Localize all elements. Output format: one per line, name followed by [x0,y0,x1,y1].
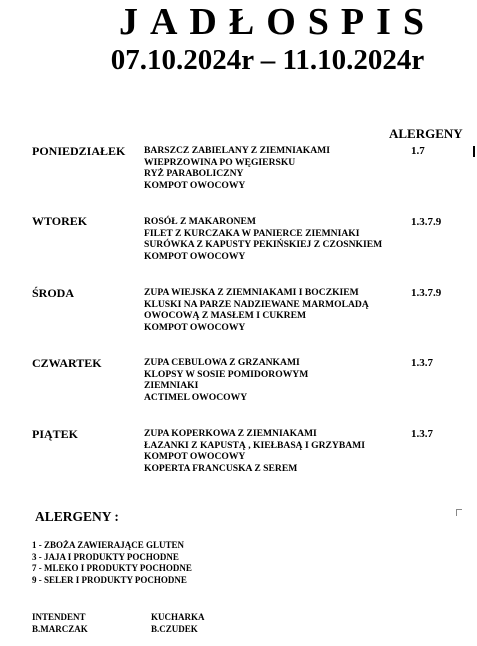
meal-item: KOMPOT OWOCOWY [144,451,246,463]
legend-item: 9 - SELER I PRODUKTY POCHODNE [32,574,187,585]
meals-friday [144,428,365,474]
allergens-friday: 1.3.7 [411,428,433,440]
meal-item: KOMPOT OWOCOWY [144,250,246,262]
meal-item: KOPERTA FRANCUSKA Z SEREM [144,462,298,474]
signature-name: B.CZUDEK [151,623,198,634]
meal-item: BARSZCZ ZABIELANY Z ZIEMNIAKAMI [144,145,330,156]
meals-tuesday [144,216,382,262]
table-edge-mark [473,146,475,157]
meal-item: KOMPOT OWOCOWY [144,179,246,191]
meals-thursday [144,357,308,403]
meals-monday [144,145,330,191]
meal-item: ZUPA WIEJSKA Z ZIEMNIAKAMI I BOCZKIEM [144,287,359,298]
allergen-legend [32,540,192,586]
day-wednesday: ŚRODA [32,286,75,300]
meal-item: FILET Z KURCZAKA W PANIERCE ZIEMNIAKI [144,227,360,239]
allergens-tuesday: 1.3.7.9 [411,216,442,228]
meal-item: ZUPA KOPERKOWA Z ZIEMNIAKAMI [144,428,317,439]
meals-wednesday [144,287,369,333]
day-monday: PONIEDZIAŁEK [32,144,126,158]
meal-item: SURÓWKA Z KAPUSTY PEKIŃSKIEJ Z CZOSNKIEM [144,239,383,251]
allergens-thursday: 1.3.7 [411,357,433,369]
allergens-wednesday: 1.3.7.9 [411,287,442,299]
day-friday: PIĄTEK [32,427,79,441]
meal-item: RYŻ PARABOLICZNY [144,168,244,180]
meal-item: ZUPA CEBULOWA Z GRZANKAMI [144,357,300,368]
meal-item: ZIEMNIAKI [144,380,199,392]
day-thursday: CZWARTEK [32,356,102,370]
signature-cook [151,612,205,635]
table-corner-mark [456,509,462,516]
date-range: 07.10.2024r – 11.10.2024r [110,44,425,76]
meal-item: WIEPRZOWINA PO WĘGIERSKU [144,156,296,168]
meal-item: OWOCOWĄ Z MASŁEM I CUKREM [144,310,307,322]
allergens-monday: 1.7 [411,145,425,157]
allergens-column-header: ALERGENY [389,126,463,141]
legend-item: 3 - JAJA I PRODUKTY POCHODNE [32,551,179,562]
meal-item: ROSÓŁ Z MAKARONEM [144,216,256,227]
signature-name: B.MARCZAK [32,623,88,634]
legend-item: 1 - ZBOŻA ZAWIERAJĄCE GLUTEN [32,540,185,550]
meal-item: KLUSKI NA PARZE NADZIEWANE MARMOLADĄ [144,298,369,310]
meal-item: KOMPOT OWOCOWY [144,321,246,333]
signature-role: INTENDENT [32,612,86,622]
day-tuesday: WTOREK [32,214,88,228]
signature-intendent [32,612,88,635]
meal-item: KLOPSY W SOSIE POMIDOROWYM [144,368,309,380]
meal-item: ACTIMEL OWOCOWY [144,391,248,403]
allergen-legend-title: ALERGENY : [35,509,119,524]
signature-role: KUCHARKA [151,612,205,622]
page-title: JADŁOSPIS [118,1,437,43]
legend-item: 7 - MLEKO I PRODUKTY POCHODNE [32,563,192,574]
meal-item: ŁAZANKI Z KAPUSTĄ , KIEŁBASĄ I GRZYBAMI [144,439,365,451]
